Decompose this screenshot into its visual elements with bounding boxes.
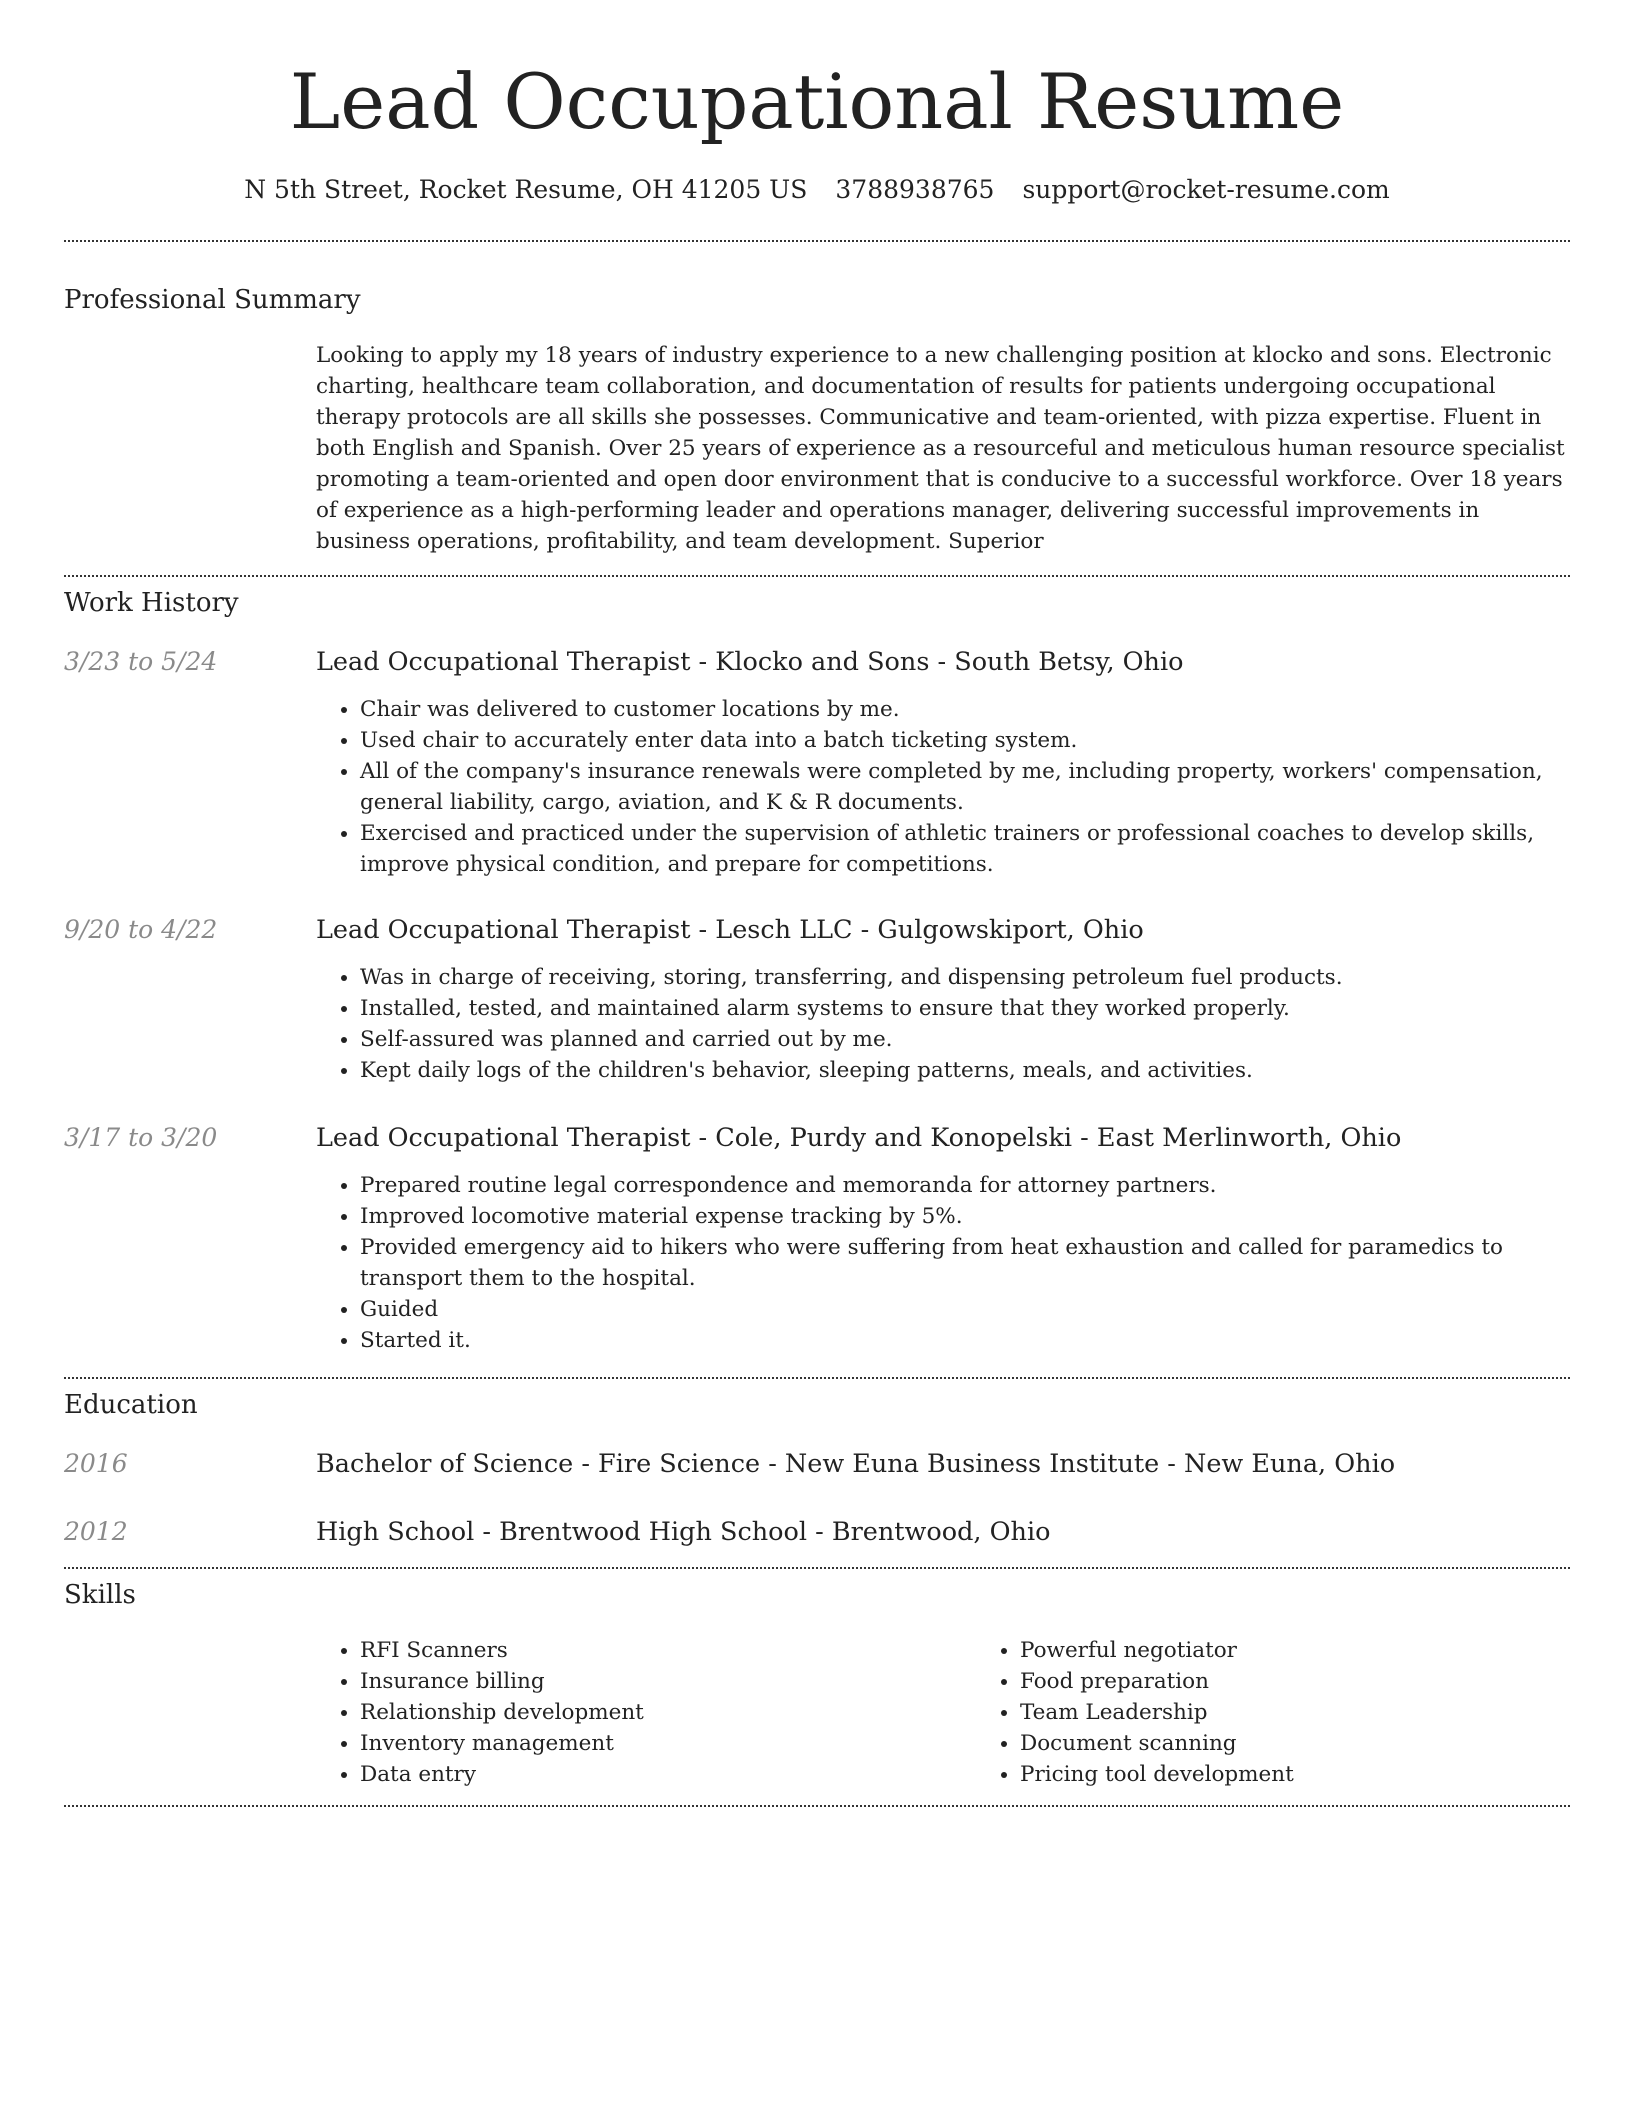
- list-item: • Exercised and practiced under the supervision of athletic trainers or professional coaches to develop skills, improve physical condition, and prepare for competitions.: [360, 818, 1570, 880]
- section-divider: [64, 1805, 1570, 1807]
- job-title: Lead Occupational Therapist - Klocko and Sons - South Betsy, Ohio: [316, 647, 1184, 677]
- list-item: • Kept daily logs of the children's behavior, sleeping patterns, meals, and activities.: [360, 1055, 1570, 1086]
- education-year: 2012: [64, 1517, 128, 1546]
- skills-heading: Skills: [64, 1580, 136, 1610]
- skills-list-left: [316, 1635, 976, 1790]
- contact-address: N 5th Street, Rocket Resume, OH 41205 US: [244, 175, 808, 204]
- section-divider: [64, 575, 1570, 577]
- summary-text: Looking to apply my 18 years of industry experience to a new challenging position at klocko and sons. Electronic charting, healthcare team collaboration, and documentation of results for patients undergoing occupational therapy protocols are all skills she possesses. Communicative and team-oriented, with pizza expertise. Fluent in both English and Spanish. Over 25 years of experience as a resourceful and meticulous human resource specialist promoting a team-oriented and open door environment that is conducive to a successful workforce. Over 18 years of experience as a high-performing leader and operations manager, delivering successful improvements in business operations, profitability, and team development. Superior: [316, 343, 1565, 554]
- list-item: • Powerful negotiator: [1020, 1635, 1632, 1666]
- resume-page: [64, 0, 1570, 1787]
- list-item: • Insurance billing: [360, 1666, 976, 1697]
- list-item: • Self-assured was planned and carried out by me.: [360, 1024, 1570, 1055]
- list-item: • RFI Scanners: [360, 1635, 976, 1666]
- contact-phone: 3788938765: [835, 175, 995, 204]
- list-item: • Prepared routine legal correspondence and memoranda for attorney partners.: [360, 1170, 1570, 1201]
- job-bullets: [316, 694, 1570, 880]
- list-item: • Used chair to accurately enter data into a batch ticketing system.: [360, 725, 1570, 756]
- list-item: • Data entry: [360, 1759, 976, 1790]
- section-divider: [64, 1377, 1570, 1379]
- list-item: • Team Leadership: [1020, 1697, 1632, 1728]
- section-divider: [64, 1567, 1570, 1569]
- job-title: Lead Occupational Therapist - Cole, Purdy and Konopelski - East Merlinworth, Ohio: [316, 1123, 1402, 1153]
- list-item: • Relationship development: [360, 1697, 976, 1728]
- list-item: • All of the company's insurance renewals were completed by me, including property, workers' compensation, general liability, cargo, aviation, and K & R documents.: [360, 756, 1570, 818]
- section-divider: [64, 240, 1570, 242]
- skills-list-right: [976, 1635, 1632, 1790]
- education-text: High School - Brentwood High School - Brentwood, Ohio: [316, 1517, 1051, 1547]
- job-bullets: [316, 962, 1570, 1086]
- skills-section: [64, 1578, 1570, 1612]
- job-dates: 3/17 to 3/20: [64, 1123, 218, 1152]
- list-item: • Document scanning: [1020, 1728, 1632, 1759]
- contact-line: [64, 174, 1570, 206]
- list-item: • Provided emergency aid to hikers who were suffering from heat exhaustion and called for paramedics to transport them to the hospital.: [360, 1232, 1570, 1294]
- education-heading: Education: [64, 1390, 198, 1420]
- list-item: • Was in charge of receiving, storing, transferring, and dispensing petroleum fuel products.: [360, 962, 1570, 993]
- education-year: 2016: [64, 1449, 128, 1478]
- list-item: • Started it.: [360, 1325, 1570, 1356]
- contact-email: support@rocket-resume.com: [1022, 175, 1390, 204]
- list-item: • Pricing tool development: [1020, 1759, 1632, 1790]
- education-text: Bachelor of Science - Fire Science - New Euna Business Institute - New Euna, Ohio: [316, 1449, 1396, 1479]
- list-item: • Chair was delivered to customer locations by me.: [360, 694, 1570, 725]
- job-bullets: [316, 1170, 1570, 1356]
- work-heading: Work History: [64, 588, 239, 618]
- work-section: [64, 586, 1570, 620]
- list-item: • Guided: [360, 1294, 1570, 1325]
- job-title: Lead Occupational Therapist - Lesch LLC - Gulgowskiport, Ohio: [316, 915, 1144, 945]
- list-item: • Food preparation: [1020, 1666, 1632, 1697]
- list-item: • Installed, tested, and maintained alarm systems to ensure that they worked properly.: [360, 993, 1570, 1024]
- education-section: [64, 1388, 1570, 1422]
- job-dates: 9/20 to 4/22: [64, 915, 218, 944]
- job-entry: [64, 645, 1570, 880]
- job-entry: [64, 1121, 1570, 1356]
- education-entry: [64, 1515, 1570, 1549]
- list-item: • Inventory management: [360, 1728, 976, 1759]
- education-entry: [64, 1447, 1570, 1481]
- summary-section: [64, 283, 1570, 317]
- job-dates: 3/23 to 5/24: [64, 647, 218, 676]
- resume-name: Lead Occupational Resume: [289, 57, 1345, 146]
- list-item: • Improved locomotive material expense tracking by 5%.: [360, 1201, 1570, 1232]
- summary-heading: Professional Summary: [64, 285, 361, 315]
- job-entry: [64, 913, 1570, 1086]
